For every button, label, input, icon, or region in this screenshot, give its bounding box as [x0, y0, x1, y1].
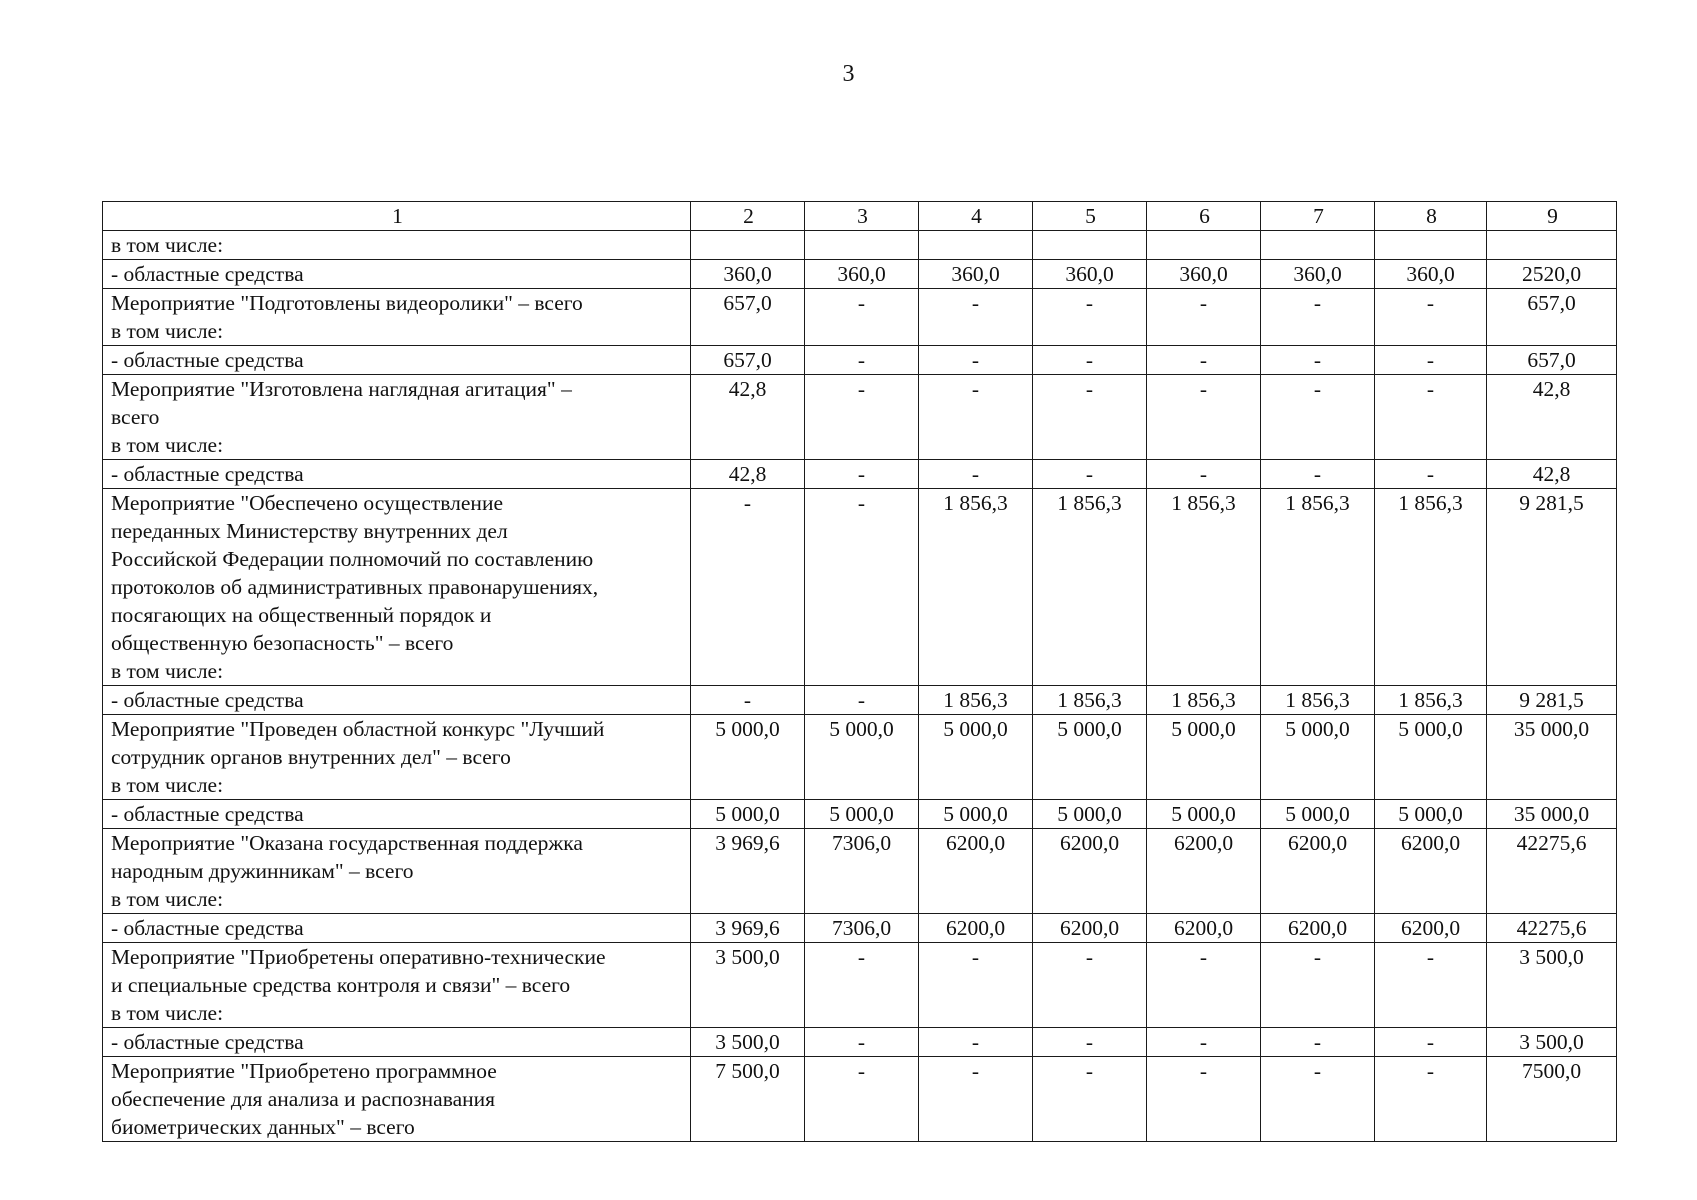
value-cell: 6200,0	[1033, 829, 1147, 914]
value-cell: 1 856,3	[1147, 489, 1261, 686]
value-cell: 1 856,3	[1033, 489, 1147, 686]
value-cell: 6200,0	[919, 829, 1033, 914]
value-cell: -	[1261, 1057, 1375, 1142]
description-line: всего	[111, 405, 160, 429]
value-cell: 657,0	[1487, 289, 1617, 346]
value-cell: 5 000,0	[1147, 715, 1261, 800]
value-cell: 3 500,0	[1487, 943, 1617, 1028]
value-cell: -	[805, 943, 919, 1028]
value-cell: 360,0	[1033, 260, 1147, 289]
header-cell: 2	[691, 202, 805, 231]
description-line: в том числе:	[111, 319, 224, 343]
value-cell: 360,0	[805, 260, 919, 289]
value-cell: 360,0	[919, 260, 1033, 289]
description-line: Российской Федерации полномочий по составлению	[111, 547, 594, 571]
header-cell: 1	[103, 202, 691, 231]
description-line: протоколов об административных правонарушениях,	[111, 575, 599, 599]
value-cell: 42,8	[691, 375, 805, 460]
value-cell: -	[1147, 943, 1261, 1028]
header-cell: 9	[1487, 202, 1617, 231]
row-description	[103, 715, 691, 800]
description-line: общественную безопасность" – всего	[111, 631, 454, 655]
value-cell: 2520,0	[1487, 260, 1617, 289]
value-cell	[1261, 231, 1375, 260]
value-cell: 42,8	[1487, 460, 1617, 489]
description-line: Мероприятие "Приобретены оперативно-технические	[111, 945, 606, 969]
value-cell: -	[805, 489, 919, 686]
value-cell: -	[1147, 1057, 1261, 1142]
value-cell: 360,0	[1261, 260, 1375, 289]
value-cell: -	[1261, 460, 1375, 489]
value-cell: -	[1147, 460, 1261, 489]
value-cell: 7306,0	[805, 914, 919, 943]
description-line: Мероприятие "Изготовлена наглядная агитация" –	[111, 377, 572, 401]
row-description	[103, 800, 691, 829]
value-cell: -	[919, 1028, 1033, 1057]
description-line: в том числе:	[111, 1001, 224, 1025]
value-cell: 5 000,0	[1261, 715, 1375, 800]
value-cell: 42,8	[691, 460, 805, 489]
table-row	[103, 375, 1617, 460]
value-cell: 6200,0	[1375, 829, 1487, 914]
row-description	[103, 289, 691, 346]
description-line: Мероприятие "Оказана государственная поддержка	[111, 831, 583, 855]
value-cell: 5 000,0	[919, 715, 1033, 800]
value-cell: 1 856,3	[1375, 489, 1487, 686]
value-cell: -	[805, 346, 919, 375]
value-cell: -	[1147, 289, 1261, 346]
description-line: переданных Министерству внутренних дел	[111, 519, 508, 543]
row-description	[103, 943, 691, 1028]
value-cell: -	[1261, 1028, 1375, 1057]
value-cell: 1 856,3	[1375, 686, 1487, 715]
description-line: в том числе:	[111, 433, 224, 457]
value-cell: 35 000,0	[1487, 715, 1617, 800]
value-cell	[691, 231, 805, 260]
table-row	[103, 460, 1617, 489]
table-body	[103, 202, 1617, 1142]
value-cell	[1033, 231, 1147, 260]
header-cell: 5	[1033, 202, 1147, 231]
value-cell: -	[1147, 1028, 1261, 1057]
value-cell: 5 000,0	[1261, 800, 1375, 829]
value-cell: -	[1375, 375, 1487, 460]
value-cell: 5 000,0	[1033, 800, 1147, 829]
row-description	[103, 489, 691, 686]
value-cell: -	[1033, 289, 1147, 346]
table-row	[103, 260, 1617, 289]
value-cell: -	[691, 489, 805, 686]
value-cell: -	[1261, 375, 1375, 460]
value-cell: 3 500,0	[691, 943, 805, 1028]
row-description	[103, 914, 691, 943]
value-cell: -	[1261, 346, 1375, 375]
value-cell: 3 969,6	[691, 829, 805, 914]
value-cell: 3 500,0	[691, 1028, 805, 1057]
row-description	[103, 260, 691, 289]
value-cell: 5 000,0	[691, 715, 805, 800]
table-row	[103, 231, 1617, 260]
header-cell: 8	[1375, 202, 1487, 231]
description-line: - областные средства	[111, 688, 304, 712]
value-cell: 1 856,3	[1261, 489, 1375, 686]
value-cell: -	[1033, 346, 1147, 375]
header-cell: 3	[805, 202, 919, 231]
budget-table	[102, 201, 1617, 1142]
value-cell: -	[1033, 460, 1147, 489]
value-cell: 7500,0	[1487, 1057, 1617, 1142]
description-line: в том числе:	[111, 773, 224, 797]
value-cell: 7 500,0	[691, 1057, 805, 1142]
description-line: народным дружинникам" – всего	[111, 859, 414, 883]
page-number: 3	[842, 61, 855, 87]
row-description	[103, 1057, 691, 1142]
value-cell	[1375, 231, 1487, 260]
value-cell: 5 000,0	[691, 800, 805, 829]
value-cell: 1 856,3	[919, 489, 1033, 686]
value-cell: -	[919, 375, 1033, 460]
description-line: Мероприятие "Проведен областной конкурс "Лучший	[111, 717, 605, 741]
row-description	[103, 1028, 691, 1057]
value-cell: 657,0	[1487, 346, 1617, 375]
table-row	[103, 346, 1617, 375]
value-cell: 6200,0	[1147, 829, 1261, 914]
table-row	[103, 914, 1617, 943]
value-cell: -	[1261, 289, 1375, 346]
value-cell	[1147, 231, 1261, 260]
row-description	[103, 231, 691, 260]
value-cell: -	[805, 1028, 919, 1057]
value-cell: 1 856,3	[1033, 686, 1147, 715]
description-line: - областные средства	[111, 462, 304, 486]
value-cell: -	[1375, 943, 1487, 1028]
value-cell: -	[691, 686, 805, 715]
description-line: Мероприятие "Обеспечено осуществление	[111, 491, 503, 515]
value-cell: 42275,6	[1487, 914, 1617, 943]
value-cell: 6200,0	[1375, 914, 1487, 943]
value-cell: -	[1033, 1057, 1147, 1142]
description-line: в том числе:	[111, 887, 224, 911]
description-line: посягающих на общественный порядок и	[111, 603, 492, 627]
row-description	[103, 375, 691, 460]
value-cell: -	[1033, 375, 1147, 460]
description-line: и специальные средства контроля и связи" – всего	[111, 973, 571, 997]
value-cell: 6200,0	[919, 914, 1033, 943]
table-row	[103, 289, 1617, 346]
value-cell	[805, 231, 919, 260]
value-cell: -	[805, 289, 919, 346]
value-cell: -	[1147, 375, 1261, 460]
description-line: - областные средства	[111, 802, 304, 826]
value-cell: 42275,6	[1487, 829, 1617, 914]
value-cell: 360,0	[1375, 260, 1487, 289]
description-line: - областные средства	[111, 916, 304, 940]
description-line: Мероприятие "Приобретено программное	[111, 1059, 497, 1083]
value-cell: 1 856,3	[1261, 686, 1375, 715]
table-row	[103, 943, 1617, 1028]
value-cell: 1 856,3	[919, 686, 1033, 715]
value-cell	[919, 231, 1033, 260]
value-cell: 360,0	[1147, 260, 1261, 289]
row-description	[103, 686, 691, 715]
value-cell: -	[805, 460, 919, 489]
row-description	[103, 346, 691, 375]
value-cell: 3 500,0	[1487, 1028, 1617, 1057]
header-cell: 6	[1147, 202, 1261, 231]
value-cell: -	[919, 1057, 1033, 1142]
value-cell: -	[1375, 1057, 1487, 1142]
value-cell: -	[919, 289, 1033, 346]
value-cell: 6200,0	[1261, 914, 1375, 943]
table-row	[103, 715, 1617, 800]
table-row	[103, 800, 1617, 829]
row-description	[103, 829, 691, 914]
value-cell: -	[805, 375, 919, 460]
description-line: сотрудник органов внутренних дел" – всего	[111, 745, 511, 769]
value-cell: -	[1033, 1028, 1147, 1057]
value-cell	[1487, 231, 1617, 260]
value-cell: 657,0	[691, 289, 805, 346]
description-line: - областные средства	[111, 262, 304, 286]
description-line: - областные средства	[111, 348, 304, 372]
value-cell: -	[1375, 460, 1487, 489]
header-cell: 4	[919, 202, 1033, 231]
value-cell: 35 000,0	[1487, 800, 1617, 829]
table-row	[103, 1057, 1617, 1142]
value-cell: 5 000,0	[1033, 715, 1147, 800]
value-cell: -	[919, 460, 1033, 489]
value-cell: 5 000,0	[1375, 715, 1487, 800]
value-cell: 7306,0	[805, 829, 919, 914]
value-cell: 5 000,0	[1147, 800, 1261, 829]
description-line: в том числе:	[111, 659, 224, 683]
value-cell: -	[1147, 346, 1261, 375]
value-cell: 5 000,0	[805, 800, 919, 829]
value-cell: -	[1375, 1028, 1487, 1057]
value-cell: 9 281,5	[1487, 686, 1617, 715]
description-line: обеспечение для анализа и распознавания	[111, 1087, 496, 1111]
value-cell: 657,0	[691, 346, 805, 375]
value-cell: -	[805, 1057, 919, 1142]
value-cell: 5 000,0	[1375, 800, 1487, 829]
row-description	[103, 460, 691, 489]
value-cell: 6200,0	[1033, 914, 1147, 943]
value-cell: 5 000,0	[805, 715, 919, 800]
value-cell: -	[1261, 943, 1375, 1028]
value-cell: -	[1375, 289, 1487, 346]
table-row	[103, 686, 1617, 715]
description-line: биометрических данных" – всего	[111, 1115, 415, 1139]
table-row	[103, 829, 1617, 914]
table-row	[103, 1028, 1617, 1057]
value-cell: 9 281,5	[1487, 489, 1617, 686]
value-cell: 6200,0	[1147, 914, 1261, 943]
value-cell: -	[1375, 346, 1487, 375]
value-cell: -	[805, 686, 919, 715]
description-line: - областные средства	[111, 1030, 304, 1054]
table-row	[103, 489, 1617, 686]
value-cell: -	[919, 346, 1033, 375]
description-line: Мероприятие "Подготовлены видеоролики" – всего	[111, 291, 583, 315]
header-row	[103, 202, 1617, 231]
value-cell: -	[919, 943, 1033, 1028]
value-cell: 3 969,6	[691, 914, 805, 943]
value-cell: 5 000,0	[919, 800, 1033, 829]
value-cell: -	[1033, 943, 1147, 1028]
value-cell: 6200,0	[1261, 829, 1375, 914]
header-cell: 7	[1261, 202, 1375, 231]
description-line: в том числе:	[111, 233, 224, 257]
value-cell: 360,0	[691, 260, 805, 289]
value-cell: 42,8	[1487, 375, 1617, 460]
value-cell: 1 856,3	[1147, 686, 1261, 715]
